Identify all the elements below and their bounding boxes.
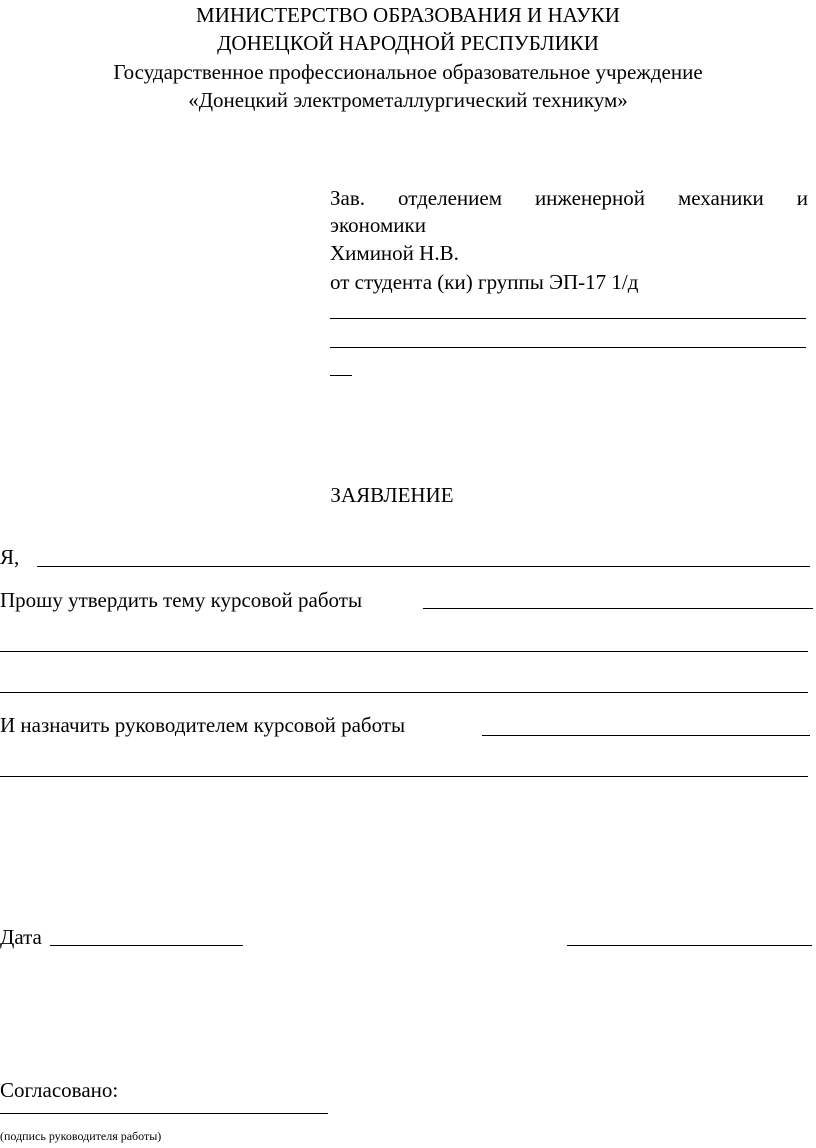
addressee-line-1 <box>330 186 808 211</box>
supervisor-blank[interactable] <box>482 735 810 736</box>
signature-caption: (подпись руководителя работы) <box>0 1129 162 1143</box>
ministry-title: МИНИСТЕРСТВО ОБРАЗОВАНИЯ И НАУКИ <box>196 3 620 27</box>
addressee-word: Зав. <box>330 186 366 210</box>
agreed-label: Согласовано: <box>0 1078 119 1102</box>
topic-blank[interactable] <box>0 692 808 693</box>
student-name-blank[interactable] <box>330 347 806 348</box>
document-title: ЗАЯВЛЕНИЕ <box>330 483 454 507</box>
student-name-blank[interactable] <box>330 375 352 376</box>
supervisor-label: И назначить руководителем курсовой работы <box>0 713 406 737</box>
date-blank[interactable] <box>50 945 243 946</box>
topic-label: Прошу утвердить тему курсовой работы <box>0 588 363 612</box>
student-group: от студента (ки) группы ЭП-17 1/д <box>330 270 639 294</box>
supervisor-blank[interactable] <box>0 776 808 777</box>
topic-blank[interactable] <box>423 608 813 609</box>
addressee-name: Химиной Н.В. <box>330 241 459 265</box>
addressee-word: отделением <box>397 186 502 210</box>
supervisor-signature-blank[interactable] <box>0 1113 328 1114</box>
date-label: Дата <box>0 925 42 949</box>
addressee-word: механики <box>677 186 764 210</box>
institution-type: Государственное профессиональное образовательное учреждение <box>113 60 703 84</box>
institution-name: «Донецкий электрометаллургический техникум» <box>188 88 628 112</box>
republic-title: ДОНЕЦКОЙ НАРОДНОЙ РЕСПУБЛИКИ <box>217 31 599 55</box>
addressee-word: инженерной <box>534 186 646 210</box>
i-label: Я, <box>0 545 20 569</box>
addressee-word: и <box>796 186 808 210</box>
student-name-blank[interactable] <box>330 318 806 319</box>
addressee-line-2: экономики <box>330 213 426 237</box>
student-signature-blank[interactable] <box>567 945 812 946</box>
topic-blank[interactable] <box>0 651 808 652</box>
full-name-blank[interactable] <box>37 566 810 567</box>
